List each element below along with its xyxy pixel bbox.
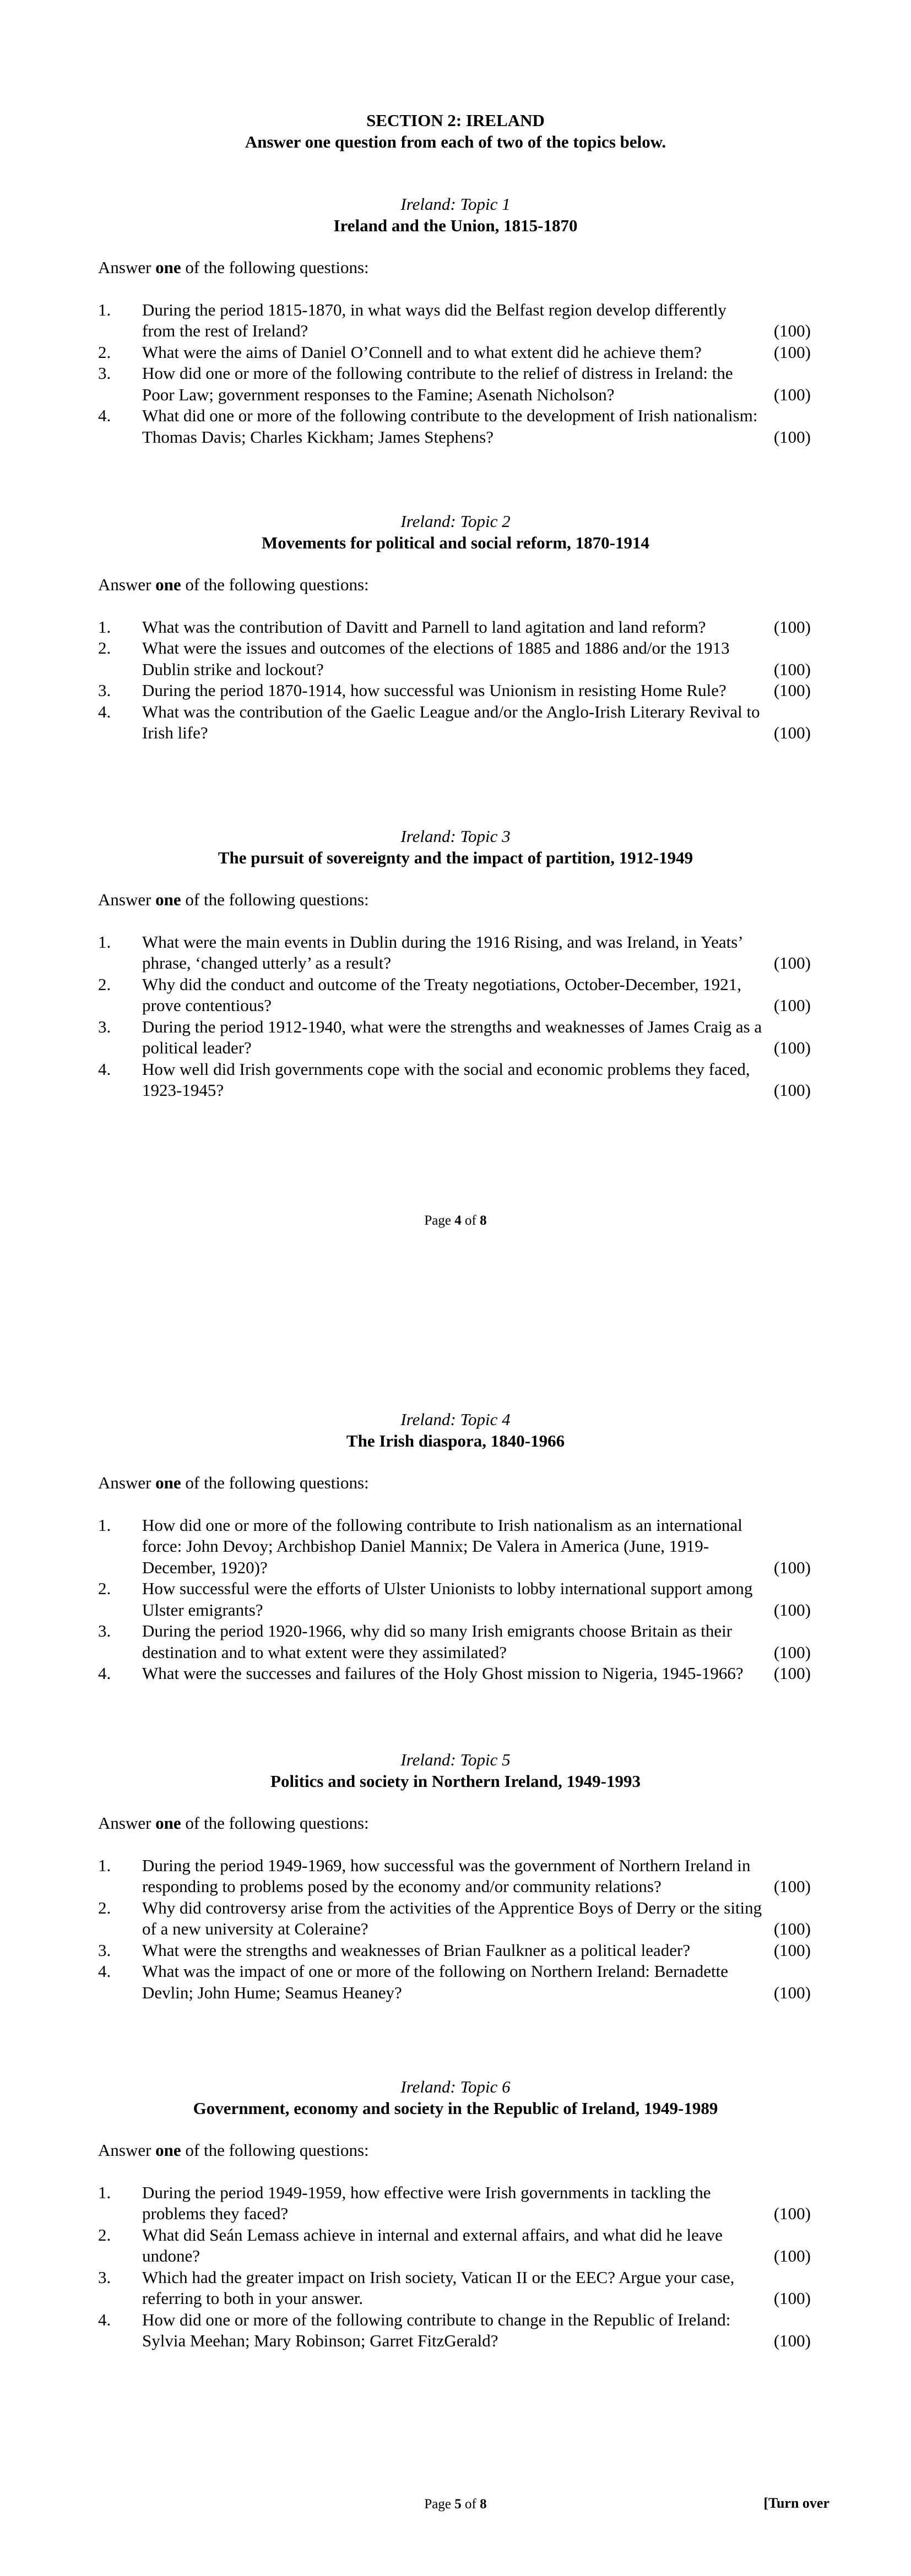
question-text: During the period 1870-1914, how successful was Unionism in resisting Home Rule? [142, 681, 726, 700]
question [98, 2225, 811, 2267]
topic-label: Ireland: Topic 6 [400, 2077, 511, 2096]
question-text: Why did the conduct and outcome of the Treaty negotiations, October-December, 1921, prove contentious? [142, 974, 742, 1015]
question-text: What were the main events in Dublin during the 1916 Rising, and was Ireland, in Yeats’ phrase, ‘changed utterly’ as a result? [142, 932, 742, 972]
question-number: 2. [98, 1579, 111, 1598]
topic-instruction: Answer one of the following questions: [98, 890, 369, 909]
question-number: 1. [98, 932, 111, 952]
question-marks: (100) [773, 1877, 811, 1896]
question-number: 4. [98, 1664, 111, 1683]
page-footer: Page 4 of 8 [424, 1213, 487, 1228]
question [98, 1017, 811, 1059]
question-list [0, 617, 911, 744]
question-number: 2. [98, 342, 111, 362]
topic-title: Ireland and the Union, 1815-1870 [333, 215, 578, 235]
question-marks: (100) [773, 1940, 811, 1960]
question-marks: (100) [773, 1038, 811, 1057]
question [98, 1621, 811, 1663]
question-number: 2. [98, 638, 111, 657]
question-text: What were the aims of Daniel O’Connell and to what extent did he achieve them? [142, 342, 702, 362]
topic-title: Government, economy and society in the Republic of Ireland, 1949-1989 [193, 2098, 718, 2118]
topic-2 [0, 511, 911, 744]
question [98, 617, 811, 638]
question-marks: (100) [773, 384, 811, 404]
question-text: What were the issues and outcomes of the elections of 1885 and 1886 and/or the 1913 Dublin strike and lockout? [142, 638, 730, 679]
question-number: 1. [98, 617, 111, 637]
topic-label: Ireland: Topic 2 [400, 512, 511, 531]
question-list [0, 1855, 911, 2004]
question-marks: (100) [773, 427, 811, 447]
question-text: How did one or more of the following contribute to Irish nationalism as an international force: John Devoy; Archbishop Daniel Mannix; De Valera in America (June, 1919-December, 1920)? [142, 1515, 742, 1577]
question-marks: (100) [773, 1557, 811, 1577]
question-number: 2. [98, 974, 111, 994]
question-number: 3. [98, 2267, 111, 2287]
question-number: 3. [98, 1017, 111, 1036]
question [98, 342, 811, 363]
question-number: 1. [98, 2182, 111, 2202]
question-marks: (100) [773, 1080, 811, 1100]
topic-6 [0, 2077, 911, 2352]
question-number: 2. [98, 2225, 111, 2245]
question-marks: (100) [773, 617, 811, 637]
question-text: How did one or more of the following contribute to change in the Republic of Ireland: Sylvia Meehan; Mary Robinson; Garret FitzGerald? [142, 2309, 731, 2350]
question-text: How successful were the efforts of Ulster Unionists to lobby international support among Ulster emigrants? [142, 1579, 753, 1619]
question-number: 4. [98, 1059, 111, 1079]
topic-label: Ireland: Topic 4 [400, 1410, 511, 1429]
question [98, 932, 811, 974]
topic-instruction: Answer one of the following questions: [98, 2140, 369, 2160]
question-number: 4. [98, 1961, 111, 1981]
question [98, 1059, 811, 1101]
question-marks: (100) [773, 2204, 811, 2223]
question-marks: (100) [773, 2331, 811, 2350]
question-number: 3. [98, 681, 111, 700]
question [98, 405, 811, 448]
question-text: Why did controversy arise from the activities of the Apprentice Boys of Derry or the siting of a new university at Coleraine? [142, 1898, 762, 1938]
question-text: During the period 1815-1870, in what ways did the Belfast region develop differently from the rest of Ireland? [142, 300, 726, 340]
question-text: How did one or more of the following contribute to the relief of distress in Ireland: the Poor Law; government responses to the Famine; Asenath Nicholson? [142, 363, 733, 404]
topic-4 [0, 1409, 911, 1684]
question-number: 1. [98, 1855, 111, 1875]
question-marks: (100) [773, 1919, 811, 1938]
question-number: 3. [98, 1621, 111, 1640]
question [98, 638, 811, 680]
question [98, 1961, 811, 2003]
question [98, 1663, 811, 1684]
question [98, 300, 811, 342]
question-marks: (100) [773, 2289, 811, 2308]
question-text: During the period 1949-1969, how successful was the government of Northern Ireland in responding to problems posed by the economy and/or community relations? [142, 1855, 751, 1896]
question-number: 2. [98, 1898, 111, 1917]
question [98, 974, 811, 1017]
question-number: 4. [98, 702, 111, 721]
question-number: 4. [98, 406, 111, 425]
question-list [0, 300, 911, 448]
question-marks: (100) [773, 659, 811, 679]
page-5 [0, 1288, 911, 2576]
section-title: SECTION 2: IRELAND [366, 111, 545, 130]
section-instruction: Answer one question from each of two of the topics below. [245, 132, 666, 151]
question [98, 363, 811, 405]
question-number: 1. [98, 300, 111, 319]
section-header [0, 110, 911, 153]
question-text: During the period 1920-1966, why did so many Irish emigrants choose Britain as their destination and to what extent were they assimilated? [142, 1621, 733, 1662]
question [98, 1515, 811, 1579]
question-marks: (100) [773, 1642, 811, 1662]
question-text: During the period 1912-1940, what were the strengths and weaknesses of James Craig as a political leader? [142, 1017, 762, 1057]
topic-title: The pursuit of sovereignty and the impact of partition, 1912-1949 [218, 847, 693, 867]
question-marks: (100) [773, 1982, 811, 2002]
topic-instruction: Answer one of the following questions: [98, 575, 369, 594]
question-marks: (100) [773, 342, 811, 362]
question-marks: (100) [773, 321, 811, 340]
question-list [0, 932, 911, 1101]
question-text: What were the successes and failures of the Holy Ghost mission to Nigeria, 1945-1966? [142, 1664, 744, 1683]
question [98, 1940, 811, 1961]
topic-title: The Irish diaspora, 1840-1966 [346, 1431, 565, 1450]
question-marks: (100) [773, 723, 811, 742]
question-marks: (100) [773, 996, 811, 1015]
question-text: What was the contribution of the Gaelic League and/or the Anglo-Irish Literary Revival to Irish life? [142, 702, 760, 742]
question [98, 2182, 811, 2225]
topic-label: Ireland: Topic 3 [400, 827, 511, 846]
topic-instruction: Answer one of the following questions: [98, 1473, 369, 1492]
question-text: What did one or more of the following contribute to the development of Irish nationalism: Thomas Davis; Charles Kickham; James Stephens? [142, 406, 758, 447]
question [98, 702, 811, 744]
topic-label: Ireland: Topic 5 [400, 1750, 511, 1769]
topic-instruction: Answer one of the following questions: [98, 258, 369, 277]
turn-over-label: [Turn over [763, 2495, 829, 2511]
topic-title: Politics and society in Northern Ireland, 1949-1993 [270, 1771, 641, 1791]
question-text: How well did Irish governments cope with the social and economic problems they faced, 1923-1945? [142, 1059, 750, 1100]
topic-1 [0, 194, 911, 448]
question-number: 4. [98, 2309, 111, 2329]
page-footer: Page 5 of 8 [424, 2497, 487, 2512]
question-text: Which had the greater impact on Irish society, Vatican II or the EEC? Argue your case, referring to both in your answer. [142, 2267, 735, 2308]
question [98, 680, 811, 702]
topic-label: Ireland: Topic 1 [400, 194, 511, 214]
question-list [0, 2182, 911, 2352]
question-marks: (100) [773, 2246, 811, 2265]
question-text: During the period 1949-1959, how effective were Irish governments in tackling the problems they faced? [142, 2182, 711, 2223]
question [98, 1898, 811, 1940]
question [98, 2267, 811, 2309]
topic-5 [0, 1749, 911, 2003]
question-list [0, 1515, 911, 1684]
topic-3 [0, 826, 911, 1101]
question [98, 1855, 811, 1898]
question-text: What was the impact of one or more of the following on Northern Ireland: Bernadette Devlin; John Hume; Seamus Heaney? [142, 1961, 728, 2002]
question-marks: (100) [773, 681, 811, 700]
question-text: What did Seán Lemass achieve in internal and external affairs, and what did he leave undone? [142, 2225, 723, 2265]
topic-instruction: Answer one of the following questions: [98, 1813, 369, 1833]
question-number: 3. [98, 363, 111, 383]
topic-title: Movements for political and social reform, 1870-1914 [262, 532, 649, 552]
question [98, 1578, 811, 1621]
question-marks: (100) [773, 1600, 811, 1619]
question-marks: (100) [773, 1664, 811, 1683]
question-number: 3. [98, 1940, 111, 1960]
question-number: 1. [98, 1515, 111, 1535]
question [98, 2309, 811, 2352]
question-marks: (100) [773, 953, 811, 972]
question-text: What was the contribution of Davitt and Parnell to land agitation and land reform? [142, 617, 706, 637]
question-text: What were the strengths and weaknesses of Brian Faulkner as a political leader? [142, 1940, 691, 1960]
